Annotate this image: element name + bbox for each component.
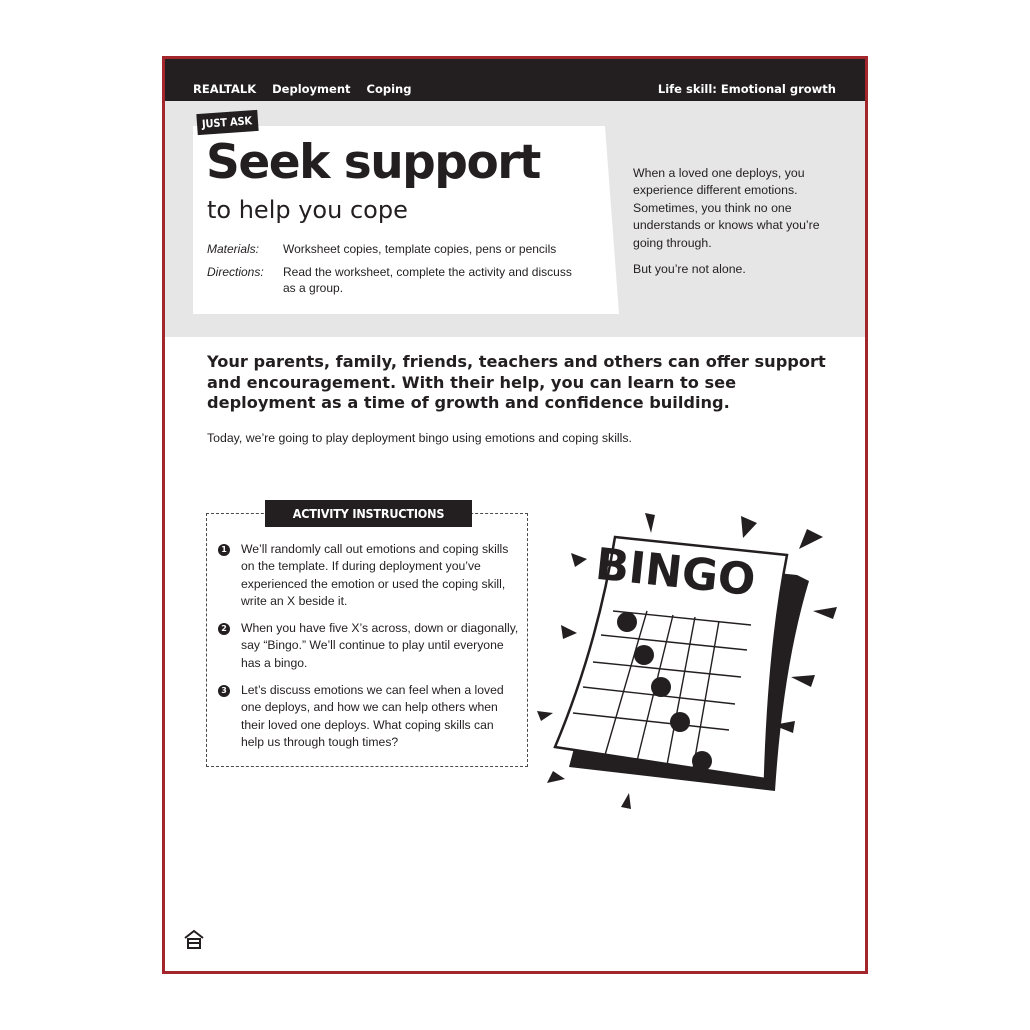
directions-value: Read the worksheet, complete the activity and discuss as a group. [283,265,572,295]
hero-section [165,101,865,337]
hero-side-text [633,165,823,287]
life-skill-label: Life skill: Emotional growth [657,82,836,96]
home-icon[interactable] [183,929,205,951]
page-subtitle: to help you cope [207,196,408,224]
lead-paragraph: Your parents, family, friends, teachers and others can offer support and encouragement. With their help, you can learn to see deployment as a time of growth and confidence building. [207,352,826,413]
bingo-card-illustration [533,507,837,811]
materials-label: Materials: [207,242,260,256]
step-number: 3 [218,685,230,697]
nav-coping[interactable]: Coping [366,82,412,96]
activity-header: ACTIVITY INSTRUCTIONS [265,500,472,527]
step-text: Let’s discuss emotions we can feel when a loved one deploys, and how we can help others when their loved one deploys. What coping skills can help us through tough times? [241,683,504,749]
step-text: When you have five X’s across, down or diagonally, say “Bingo.” We’ll continue to play until everyone has a bingo. [241,621,519,670]
just-ask-tag: JUST ASK [196,110,258,135]
intro-paragraph: Today, we’re going to play deployment bingo using emotions and coping skills. [207,431,632,445]
page-title: Seek support [206,135,540,190]
nav-realtalk[interactable]: REALTALK [193,82,257,96]
nav-deployment[interactable]: Deployment [272,82,351,96]
step-number: 1 [218,544,230,556]
step-number: 2 [218,623,230,635]
step-text: We’ll randomly call out emotions and coping skills on the template. If during deployment you’ve experienced the emotion or used the coping skill, write an X beside it. [241,542,509,608]
worksheet-page [162,56,868,974]
breadcrumb [193,82,411,96]
side-paragraph: But you’re not alone. [633,262,746,277]
bingo-card-title: BINGO [593,538,758,607]
materials-value: Worksheet copies, template copies, pens or pencils [283,242,557,256]
directions-label: Directions: [207,265,264,279]
top-bar [165,59,865,101]
side-paragraph: When a loved one deploys, you experience different emotions. Sometimes, you think no one understands or knows what you’re going through. [633,166,820,250]
